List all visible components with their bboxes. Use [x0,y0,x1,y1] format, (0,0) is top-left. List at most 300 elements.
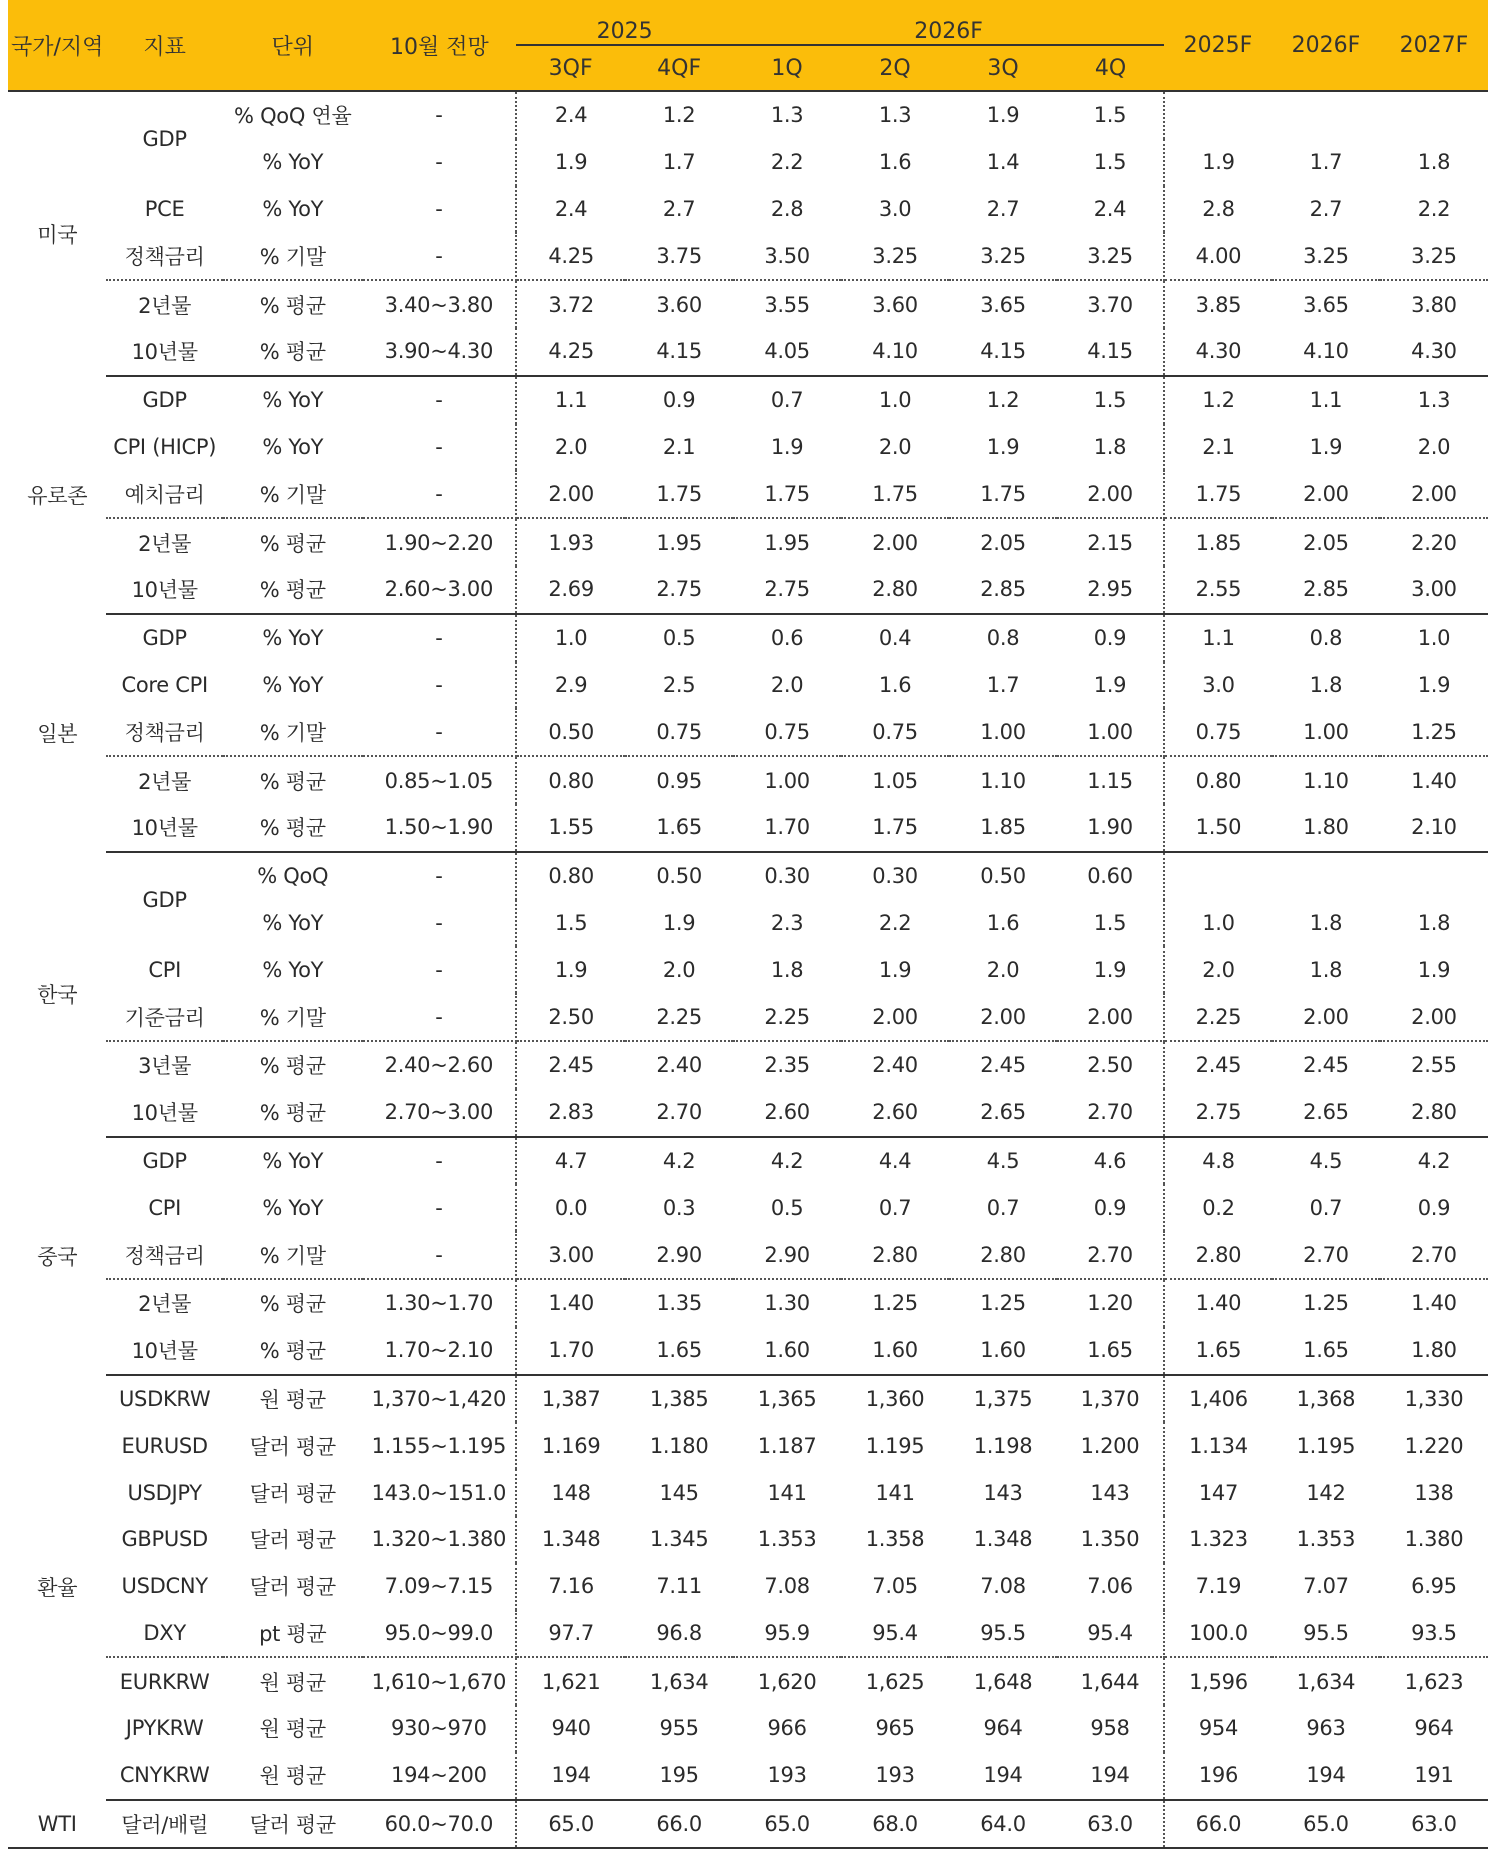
annual-value: 0.7 [1309,1195,1343,1220]
table-row [8,328,1488,376]
quarter-value: 1.30 [764,1291,810,1316]
outlook-value: 1.30~1.70 [363,1279,517,1327]
table-row [8,139,1488,186]
indicator-label: CNYKRW [106,1752,222,1800]
region-label: 유로존 [27,483,88,508]
indicator-label: CPI [148,957,181,982]
quarter-value: 0.4 [878,626,912,651]
annual-value: 1,406 [1189,1386,1248,1411]
annual-value: 2.20 [1411,530,1457,555]
quarter-value: 0.50 [516,708,625,756]
annual-value: 0.75 [1164,708,1272,756]
quarter-value: 0.0 [554,1195,588,1220]
annual-value: 1.40 [1195,1291,1242,1316]
annual-value [1164,852,1272,900]
unit-label: % 평균 [259,1054,326,1079]
quarter-value: 1.200 [1057,1422,1164,1469]
annual-value: 0.9 [1417,1195,1451,1220]
quarter-value: 1.350 [1057,1516,1164,1563]
outlook-value: 194~200 [363,1752,517,1800]
table-row [8,232,1488,280]
annual-value: 3.0 [1202,672,1235,697]
quarter-value: 1,387 [541,1386,601,1411]
quarter-value: 1.0 [878,388,912,413]
annual-value: 4.5 [1309,1148,1343,1173]
header-annual-2027: 2027F [1380,0,1488,91]
indicator-label: 정책금리 [106,708,222,756]
table-row [8,662,1488,709]
quarter-value: 1,375 [973,1386,1033,1411]
quarter-value: 2.65 [949,1089,1057,1137]
table-row [8,1800,1488,1849]
indicator-label: EURUSD [121,1433,208,1458]
quarter-value: 194 [516,1752,625,1800]
unit-label: 달러 평균 [249,1575,336,1600]
quarter-value: 193 [733,1752,841,1800]
quarter-value: 2.00 [949,993,1057,1041]
quarter-value: 0.75 [841,708,949,756]
quarter-value: 97.7 [516,1610,625,1658]
quarter-value: 4.2 [662,1148,696,1173]
indicator-label: USDCNY [121,1574,208,1599]
table-row [8,470,1488,518]
outlook-value: 0.85~1.05 [363,756,517,804]
table-row [8,1610,1488,1658]
quarter-value: 3.55 [764,292,810,317]
quarter-value: 4.25 [516,328,625,376]
quarter-value: 1.345 [649,1527,709,1552]
quarter-value: 2.40 [872,1053,918,1078]
quarter-value: 964 [983,1716,1023,1741]
annual-value: 0.2 [1202,1195,1235,1220]
annual-value: 66.0 [1164,1800,1272,1849]
annual-value: 1.8 [1417,150,1451,175]
quarter-value: 0.9 [662,388,696,413]
annual-value: 4.10 [1272,328,1380,376]
unit-label: % 평균 [223,1327,363,1375]
annual-value: 3.00 [1380,566,1488,614]
outlook-value: - [363,614,517,662]
outlook-value: 1.90~2.20 [363,518,517,566]
unit-label: % YoY [262,434,324,459]
quarter-value: 2.35 [764,1053,810,1078]
table-row [8,1231,1488,1279]
outlook-value: 1,370~1,420 [363,1375,517,1423]
quarter-value: 1.2 [986,388,1020,413]
quarter-value: 2.80 [841,566,949,614]
quarter-value: 194 [1057,1752,1164,1800]
quarter-value: 65.0 [516,1800,625,1849]
annual-value: 147 [1198,1480,1239,1505]
outlook-value: - [363,376,517,424]
quarter-value: 1.9 [1057,946,1164,993]
quarter-value: 2.25 [625,993,733,1041]
annual-value: 1.8 [1309,957,1343,982]
table-row [8,518,1488,566]
outlook-value: 95.0~99.0 [363,1610,517,1658]
quarter-value: 0.9 [1057,1184,1164,1231]
quarter-value: 3.72 [548,292,594,317]
quarter-value: 1.00 [1057,708,1164,756]
quarter-value: 4.05 [733,328,841,376]
quarter-value: 1,385 [649,1386,709,1411]
indicator-label: JPYKRW [125,1716,204,1741]
unit-label: % YoY [262,1148,324,1173]
annual-value: 6.95 [1411,1574,1457,1599]
annual-value: 2.0 [1202,957,1235,982]
table-row [8,1279,1488,1327]
quarter-value: 7.08 [764,1574,810,1599]
indicator-label: GDP [142,887,187,912]
quarter-value: 2.75 [733,566,841,614]
annual-value: 1.7 [1309,150,1343,175]
indicator-label: 10년물 [106,1089,222,1137]
quarter-value: 2.4 [1057,186,1164,233]
quarter-value: 2.50 [1057,1041,1164,1089]
quarter-value: 1.195 [865,1433,925,1458]
quarter-value: 7.16 [548,1574,594,1599]
unit-label: % 기말 [223,708,363,756]
quarter-value: 2.8 [770,196,804,221]
quarter-value: 0.5 [770,1195,804,1220]
quarter-value: 2.0 [662,957,696,982]
quarter-value: 3.25 [841,232,949,280]
quarter-value: 4.6 [1057,1137,1164,1185]
quarter-value: 0.6 [770,626,804,651]
indicator-label: GBPUSD [121,1527,208,1552]
quarter-value: 1,370 [1057,1375,1164,1423]
quarter-value: 2.1 [662,434,696,459]
annual-value: 2.8 [1202,196,1235,221]
quarter-value: 2.60 [733,1089,841,1137]
region-label: 일본 [37,721,78,746]
header-unit: 단위 [223,0,363,91]
annual-value: 1.9 [1417,672,1451,697]
quarter-value: 7.06 [1057,1563,1164,1610]
annual-value: 1.10 [1303,768,1349,793]
quarter-value: 1.187 [757,1433,817,1458]
quarter-value: 2.4 [554,103,588,128]
unit-label: % 평균 [259,293,326,318]
annual-value: 1.195 [1296,1433,1356,1458]
indicator-label: GDP [142,626,187,651]
table-row [8,1563,1488,1610]
region-label: 중국 [37,1244,78,1269]
quarter-value: 1.7 [986,672,1020,697]
annual-value [1272,852,1380,900]
annual-value: 1.80 [1380,1327,1488,1375]
annual-value: 3.85 [1195,292,1242,317]
quarter-value: 1.40 [548,1291,594,1316]
quarter-value: 1.25 [872,1291,918,1316]
quarter-value: 3.50 [733,232,841,280]
quarter-value: 3.70 [1057,280,1164,328]
outlook-value: 7.09~7.15 [363,1563,517,1610]
outlook-value: - [363,993,517,1041]
table-row [8,1184,1488,1231]
table-row [8,1469,1488,1516]
outlook-value: - [363,91,517,139]
outlook-value: - [363,1137,517,1185]
annual-value: 2.2 [1417,196,1451,221]
quarter-value: 2.90 [625,1231,733,1279]
quarter-value: 4.15 [949,328,1057,376]
quarter-value: 1,648 [973,1669,1033,1694]
quarter-value: 1.10 [980,768,1026,793]
outlook-value: 2.70~3.00 [363,1089,517,1137]
quarter-value: 0.80 [548,864,594,889]
annual-value: 1.40 [1411,1291,1457,1316]
unit-label: % YoY [262,196,324,221]
quarter-value: 2.80 [841,1231,949,1279]
quarter-value: 1.93 [548,530,594,555]
unit-label: % 평균 [259,531,326,556]
quarter-value: 2.7 [986,196,1020,221]
quarter-value: 3.75 [625,232,733,280]
indicator-label: 3년물 [138,1054,192,1079]
outlook-value: 1.70~2.10 [363,1327,517,1375]
quarter-value: 1.2 [662,103,696,128]
annual-value: 1.380 [1404,1527,1464,1552]
outlook-value: 143.0~151.0 [363,1469,517,1516]
indicator-label: 정책금리 [106,1231,222,1279]
indicator-label: 2년물 [138,531,192,556]
quarter-value: 3.0 [878,196,912,221]
quarter-value: 1,625 [865,1669,925,1694]
annual-value: 0.80 [1195,768,1242,793]
header-annual-2026: 2026F [1272,0,1380,91]
annual-value: 1.323 [1189,1527,1248,1552]
quarter-value: 0.50 [980,864,1026,889]
table-row [8,708,1488,756]
table-row [8,1041,1488,1089]
quarter-value: 0.3 [662,1195,696,1220]
unit-label: % QoQ [257,864,329,889]
annual-value: 2.10 [1380,804,1488,852]
outlook-value: - [363,662,517,709]
quarter-value: 1.75 [625,470,733,518]
annual-value: 3.25 [1272,232,1380,280]
outlook-value: 3.90~4.30 [363,328,517,376]
header-quarter: 3QF [516,45,625,91]
quarter-value: 2.70 [625,1089,733,1137]
quarter-value: 0.80 [548,768,594,793]
quarter-value: 3.00 [516,1231,625,1279]
quarter-value: 1.95 [764,530,810,555]
indicator-label: 10년물 [106,566,222,614]
annual-value: 1,596 [1189,1669,1248,1694]
annual-value: 2.45 [1195,1053,1242,1078]
annual-value: 1.1 [1309,388,1343,413]
indicator-label: Core CPI [121,672,208,697]
quarter-value: 966 [767,1716,807,1741]
outlook-value: - [363,470,517,518]
unit-label: % 기말 [223,232,363,280]
table-row [8,1657,1488,1705]
quarter-value: 0.5 [662,626,696,651]
unit-label: % YoY [262,626,324,651]
quarter-value: 2.90 [733,1231,841,1279]
quarter-value: 1.9 [1057,662,1164,709]
annual-value: 2.05 [1303,530,1349,555]
region-label: 미국 [37,222,78,247]
outlook-value: 930~970 [363,1705,517,1752]
quarter-value: 2.95 [1057,566,1164,614]
quarter-value: 1.6 [878,150,912,175]
annual-value: 2.70 [1380,1231,1488,1279]
quarter-value: 3.60 [872,292,918,317]
header-indicator: 지표 [106,0,222,91]
quarter-value: 145 [659,1480,699,1505]
annual-value [1380,852,1488,900]
outlook-value: - [363,946,517,993]
outlook-value: - [363,424,517,471]
quarter-value: 2.7 [662,196,696,221]
indicator-label: USDKRW [118,1386,211,1411]
annual-value: 1.75 [1164,470,1272,518]
region-label: 한국 [37,983,78,1008]
quarter-value: 1.05 [872,768,918,793]
table-row [8,376,1488,424]
quarter-value: 1.00 [764,768,810,793]
annual-value: 1.8 [1309,672,1343,697]
quarter-value: 2.9 [554,672,588,697]
annual-value: 100.0 [1164,1610,1272,1658]
unit-label: % 평균 [259,1292,326,1317]
annual-value: 3.25 [1380,232,1488,280]
quarter-value: 3.25 [949,232,1057,280]
quarter-value: 1.65 [625,1327,733,1375]
quarter-value: 1.7 [662,150,696,175]
quarter-value: 143 [983,1480,1023,1505]
outlook-value: - [363,708,517,756]
quarter-value: 1.348 [541,1527,601,1552]
quarter-value: 1.8 [1057,424,1164,471]
quarter-value: 1.90 [1057,804,1164,852]
header-annual-2025: 2025F [1164,0,1272,91]
quarter-value: 0.50 [656,864,702,889]
quarter-value: 2.45 [548,1053,594,1078]
annual-value: 196 [1164,1752,1272,1800]
quarter-value: 0.95 [656,768,702,793]
quarter-value: 2.15 [1057,518,1164,566]
quarter-value: 65.0 [733,1800,841,1849]
quarter-value: 1.95 [656,530,702,555]
quarter-value: 3.25 [1057,232,1164,280]
quarter-value: 2.00 [516,470,625,518]
region-label: WTI [8,1800,106,1849]
annual-value: 138 [1414,1480,1454,1505]
annual-value: 95.5 [1272,1610,1380,1658]
quarter-value: 63.0 [1057,1800,1164,1849]
outlook-value: - [363,1231,517,1279]
annual-value: 2.00 [1272,470,1380,518]
annual-value: 4.2 [1417,1148,1451,1173]
quarter-value: 1.6 [878,672,912,697]
annual-value: 2.75 [1164,1089,1272,1137]
unit-label: % 평균 [223,328,363,376]
annual-value: 1.220 [1404,1433,1464,1458]
quarter-value: 1.20 [1057,1279,1164,1327]
annual-value: 1.25 [1303,1291,1349,1316]
quarter-value: 1.15 [1057,756,1164,804]
annual-value: 1.9 [1309,434,1343,459]
header-quarter: 2Q [841,45,949,91]
quarter-value: 2.2 [770,150,804,175]
quarter-value: 2.4 [554,196,588,221]
annual-value: 1.00 [1272,708,1380,756]
quarter-value: 1.180 [649,1433,709,1458]
quarter-value: 68.0 [841,1800,949,1849]
annual-value: 2.80 [1164,1231,1272,1279]
quarter-value: 0.7 [878,1195,912,1220]
unit-label: 원 평균 [259,1717,326,1742]
quarter-value: 965 [875,1716,915,1741]
outlook-value: - [363,900,517,947]
annual-value: 93.5 [1380,1610,1488,1658]
indicator-label: GDP [142,1148,187,1173]
quarter-value: 0.30 [872,864,918,889]
outlook-value: 1.155~1.195 [363,1422,517,1469]
annual-value [1380,91,1488,139]
table-row [8,614,1488,662]
unit-label: % QoQ 연율 [234,104,352,129]
quarter-value: 1,621 [541,1669,601,1694]
annual-value: 4.8 [1202,1148,1235,1173]
quarter-value: 4.15 [625,328,733,376]
indicator-label: 2년물 [138,293,192,318]
annual-value: 1.85 [1195,530,1242,555]
quarter-value: 1.60 [841,1327,949,1375]
quarter-value: 3.65 [980,292,1026,317]
annual-value: 63.0 [1380,1800,1488,1849]
quarter-value: 2.00 [872,530,918,555]
quarter-value: 1.60 [949,1327,1057,1375]
quarter-value: 96.8 [625,1610,733,1658]
header-quarter: 1Q [733,45,841,91]
quarter-value: 95.9 [733,1610,841,1658]
table-row [8,900,1488,947]
annual-value: 2.70 [1272,1231,1380,1279]
quarter-value: 1.75 [841,804,949,852]
unit-label: % YoY [262,672,324,697]
quarter-value: 0.30 [764,864,810,889]
table-row [8,1327,1488,1375]
annual-value [1272,91,1380,139]
quarter-value: 95.4 [841,1610,949,1658]
quarter-value: 4.15 [1057,328,1164,376]
quarter-value: 1.75 [733,470,841,518]
header-year-2026: 2026F [733,0,1164,45]
quarter-value: 1.9 [878,957,912,982]
annual-value: 3.80 [1411,292,1457,317]
annual-value: 2.65 [1272,1089,1380,1137]
indicator-label: 달러/배럴 [106,1800,222,1849]
quarter-value: 2.50 [516,993,625,1041]
quarter-value: 2.0 [986,957,1020,982]
annual-value: 1.3 [1417,388,1451,413]
annual-value: 2.45 [1303,1053,1349,1078]
quarter-value: 1.75 [841,470,949,518]
annual-value: 964 [1414,1716,1454,1741]
indicator-label: DXY [106,1610,222,1658]
unit-label: 달러 평균 [223,1800,363,1849]
quarter-value: 1.60 [733,1327,841,1375]
quarter-value: 3.60 [656,292,702,317]
indicator-label: 기준금리 [106,993,222,1041]
quarter-value: 1.9 [662,910,696,935]
table-row [8,756,1488,804]
